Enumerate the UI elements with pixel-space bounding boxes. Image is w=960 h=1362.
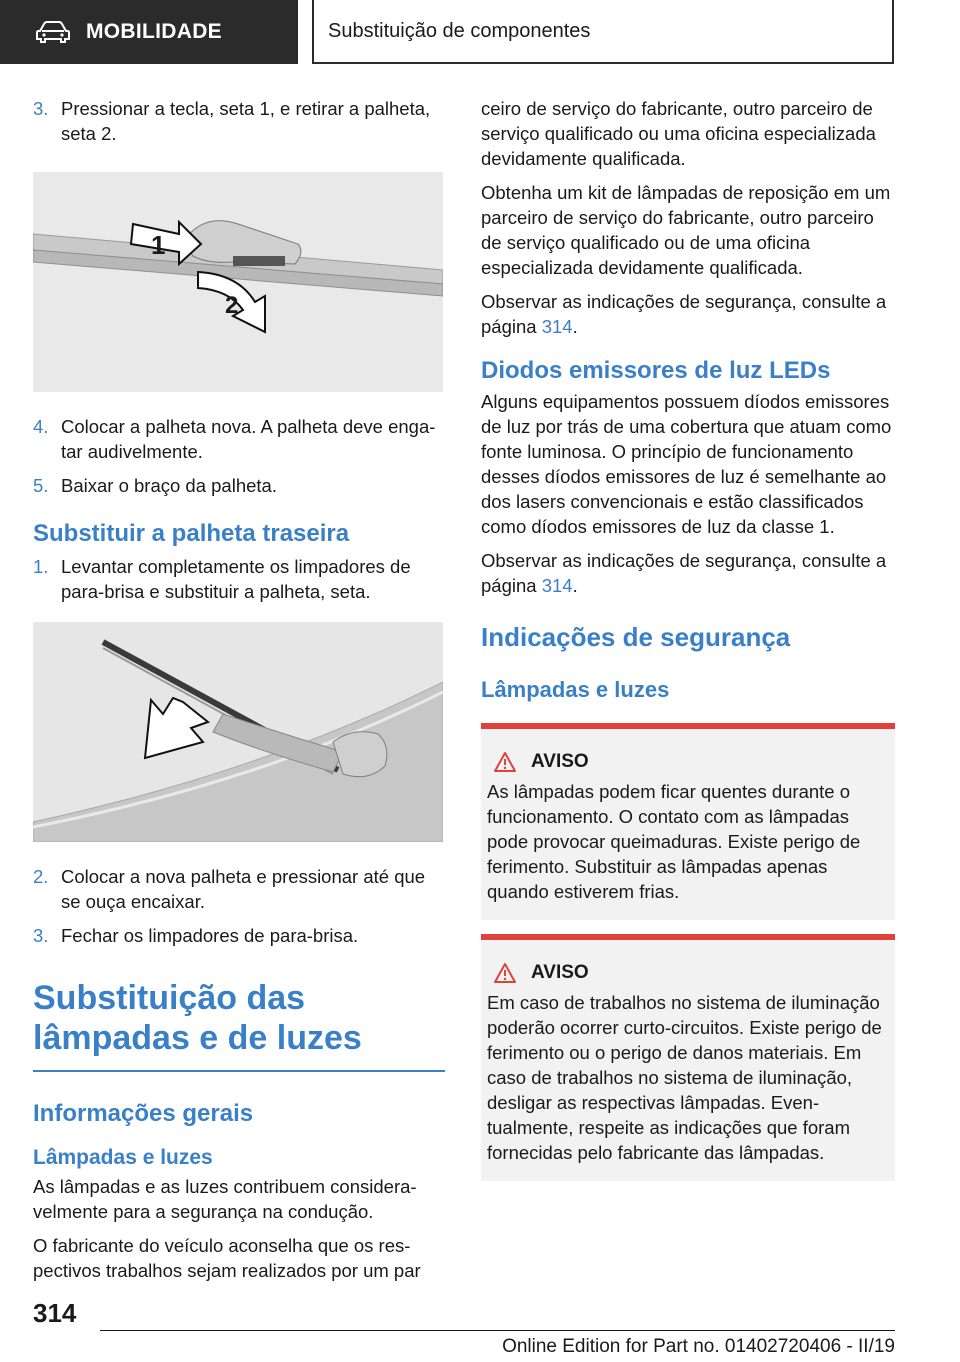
step-text: Colocar a palheta nova. A palheta deve engatar audivelmente. [61, 416, 436, 462]
chapter-title: Substituição de componentes [312, 0, 894, 64]
heading-lamp-replacement: Substituição das lâmpadas e de luzes [33, 979, 362, 1057]
paragraph: As lâmpadas e as luzes contribuem consideravelmente para a segurança na condução. [33, 1176, 417, 1222]
paragraph: O fabricante do veículo aconselha que os respectivos trabalhos sejam realizados por um par [33, 1235, 421, 1281]
heading-general-info: Informações gerais [33, 1100, 254, 1127]
warning-label: AVISO [531, 751, 589, 772]
paragraph-text: Observar as indicações de segurança, consulte a página [481, 291, 887, 337]
paragraph: Obtenha um kit de lâmpadas de reposição em um parceiro de serviço do fabricante, outro parceiro de serviço qualificado ou de uma oficina especializada devidamente qualificada. [481, 182, 891, 278]
paragraph-text: Observar as indicações de segurança, consulte a página [481, 550, 887, 596]
left-column [33, 96, 445, 1292]
warning-text: Em caso de trabalhos no sistema de iluminação poderão ocorrer curto-circuitos. Existe perigo de ferimento ou o perigo de danos materiais. Em caso de trabalhos no sistema de iluminação, desligar as respectivas lâmpadas. Eventualmente, respeite as indicações que foram fornecidas pelo fabricante das lâmpadas. [487, 992, 882, 1163]
step-item [33, 864, 445, 914]
warning-box [481, 934, 895, 1181]
paragraph: Alguns equipamentos possuem díodos emissores de luz por trás de uma cobertura que atuam como fonte luminosa. O princípio de funcionamento desses díodos emissores de luz é semelhante ao dos lasers convencionais e estão classificados como díodos emissores de luz da classe 1. [481, 391, 892, 537]
step-item [33, 923, 445, 948]
paragraph-text: . [572, 316, 578, 337]
page-link[interactable]: 314 [541, 575, 573, 596]
arrow-label-2: 2 [225, 292, 239, 319]
warning-box [481, 723, 895, 920]
wiper-blade-release-figure [33, 172, 443, 392]
warning-triangle-icon [493, 962, 517, 984]
step-item [33, 554, 445, 604]
section-label: MOBILIDADE [86, 20, 222, 43]
section-tab [0, 0, 298, 64]
step-number: 5. [33, 475, 49, 496]
page-header [0, 0, 960, 66]
arrow-label-1: 1 [151, 230, 166, 260]
paragraph-with-link [481, 289, 895, 339]
step-text: Colocar a nova palheta e pressionar até que se ouça encaixar. [61, 866, 426, 912]
warning-triangle-icon [493, 751, 517, 773]
car-icon [36, 21, 70, 43]
heading-safety: Indicações de segurança [481, 622, 791, 652]
step-text: Pressionar a tecla, seta 1, e retirar a palheta, seta 2. [61, 98, 431, 144]
step-item [33, 96, 445, 146]
heading-lamps-lights: Lâmpadas e luzes [481, 677, 670, 702]
step-number: 4. [33, 416, 49, 437]
step-item [33, 414, 445, 464]
step-number: 2. [33, 866, 49, 887]
warning-title [493, 962, 887, 984]
rear-wiper-figure [33, 622, 443, 842]
heading-rear-wiper: Substituir a palheta traseira [33, 520, 350, 547]
paragraph: ceiro de serviço do fabricante, outro parceiro de serviço qualificado ou uma oficina especializada devidamente qualificada. [481, 98, 876, 169]
step-text: Baixar o braço da palheta. [61, 475, 277, 496]
warning-label: AVISO [531, 962, 589, 983]
warning-text: As lâmpadas podem ficar quentes durante o funcionamento. O contato com as lâmpadas pode provocar queimaduras. Existe perigo de ferimento. Substituir as lâmpadas apenas quando estiverem frias. [487, 781, 861, 902]
paragraph-text: . [572, 575, 578, 596]
page-link[interactable]: 314 [541, 316, 573, 337]
step-number: 1. [33, 556, 49, 577]
edition-note: Online Edition for Part no. 01402720406 - II/19 [502, 1336, 895, 1357]
step-number: 3. [33, 925, 49, 946]
right-column [481, 96, 895, 1181]
step-item [33, 473, 445, 498]
step-text: Levantar completamente os limpadores de para-brisa e substituir a palheta, seta. [61, 556, 411, 602]
paragraph-with-link [481, 548, 895, 598]
heading-lamps-lights: Lâmpadas e luzes [33, 1146, 213, 1169]
step-number: 3. [33, 98, 49, 119]
heading-leds: Diodos emissores de luz LEDs [481, 357, 831, 384]
step-text: Fechar os limpadores de para-brisa. [61, 925, 359, 946]
warning-title [493, 751, 887, 773]
page-number: 314 [33, 1298, 77, 1328]
heading-divider [33, 1070, 445, 1072]
footer-divider [100, 1330, 895, 1331]
